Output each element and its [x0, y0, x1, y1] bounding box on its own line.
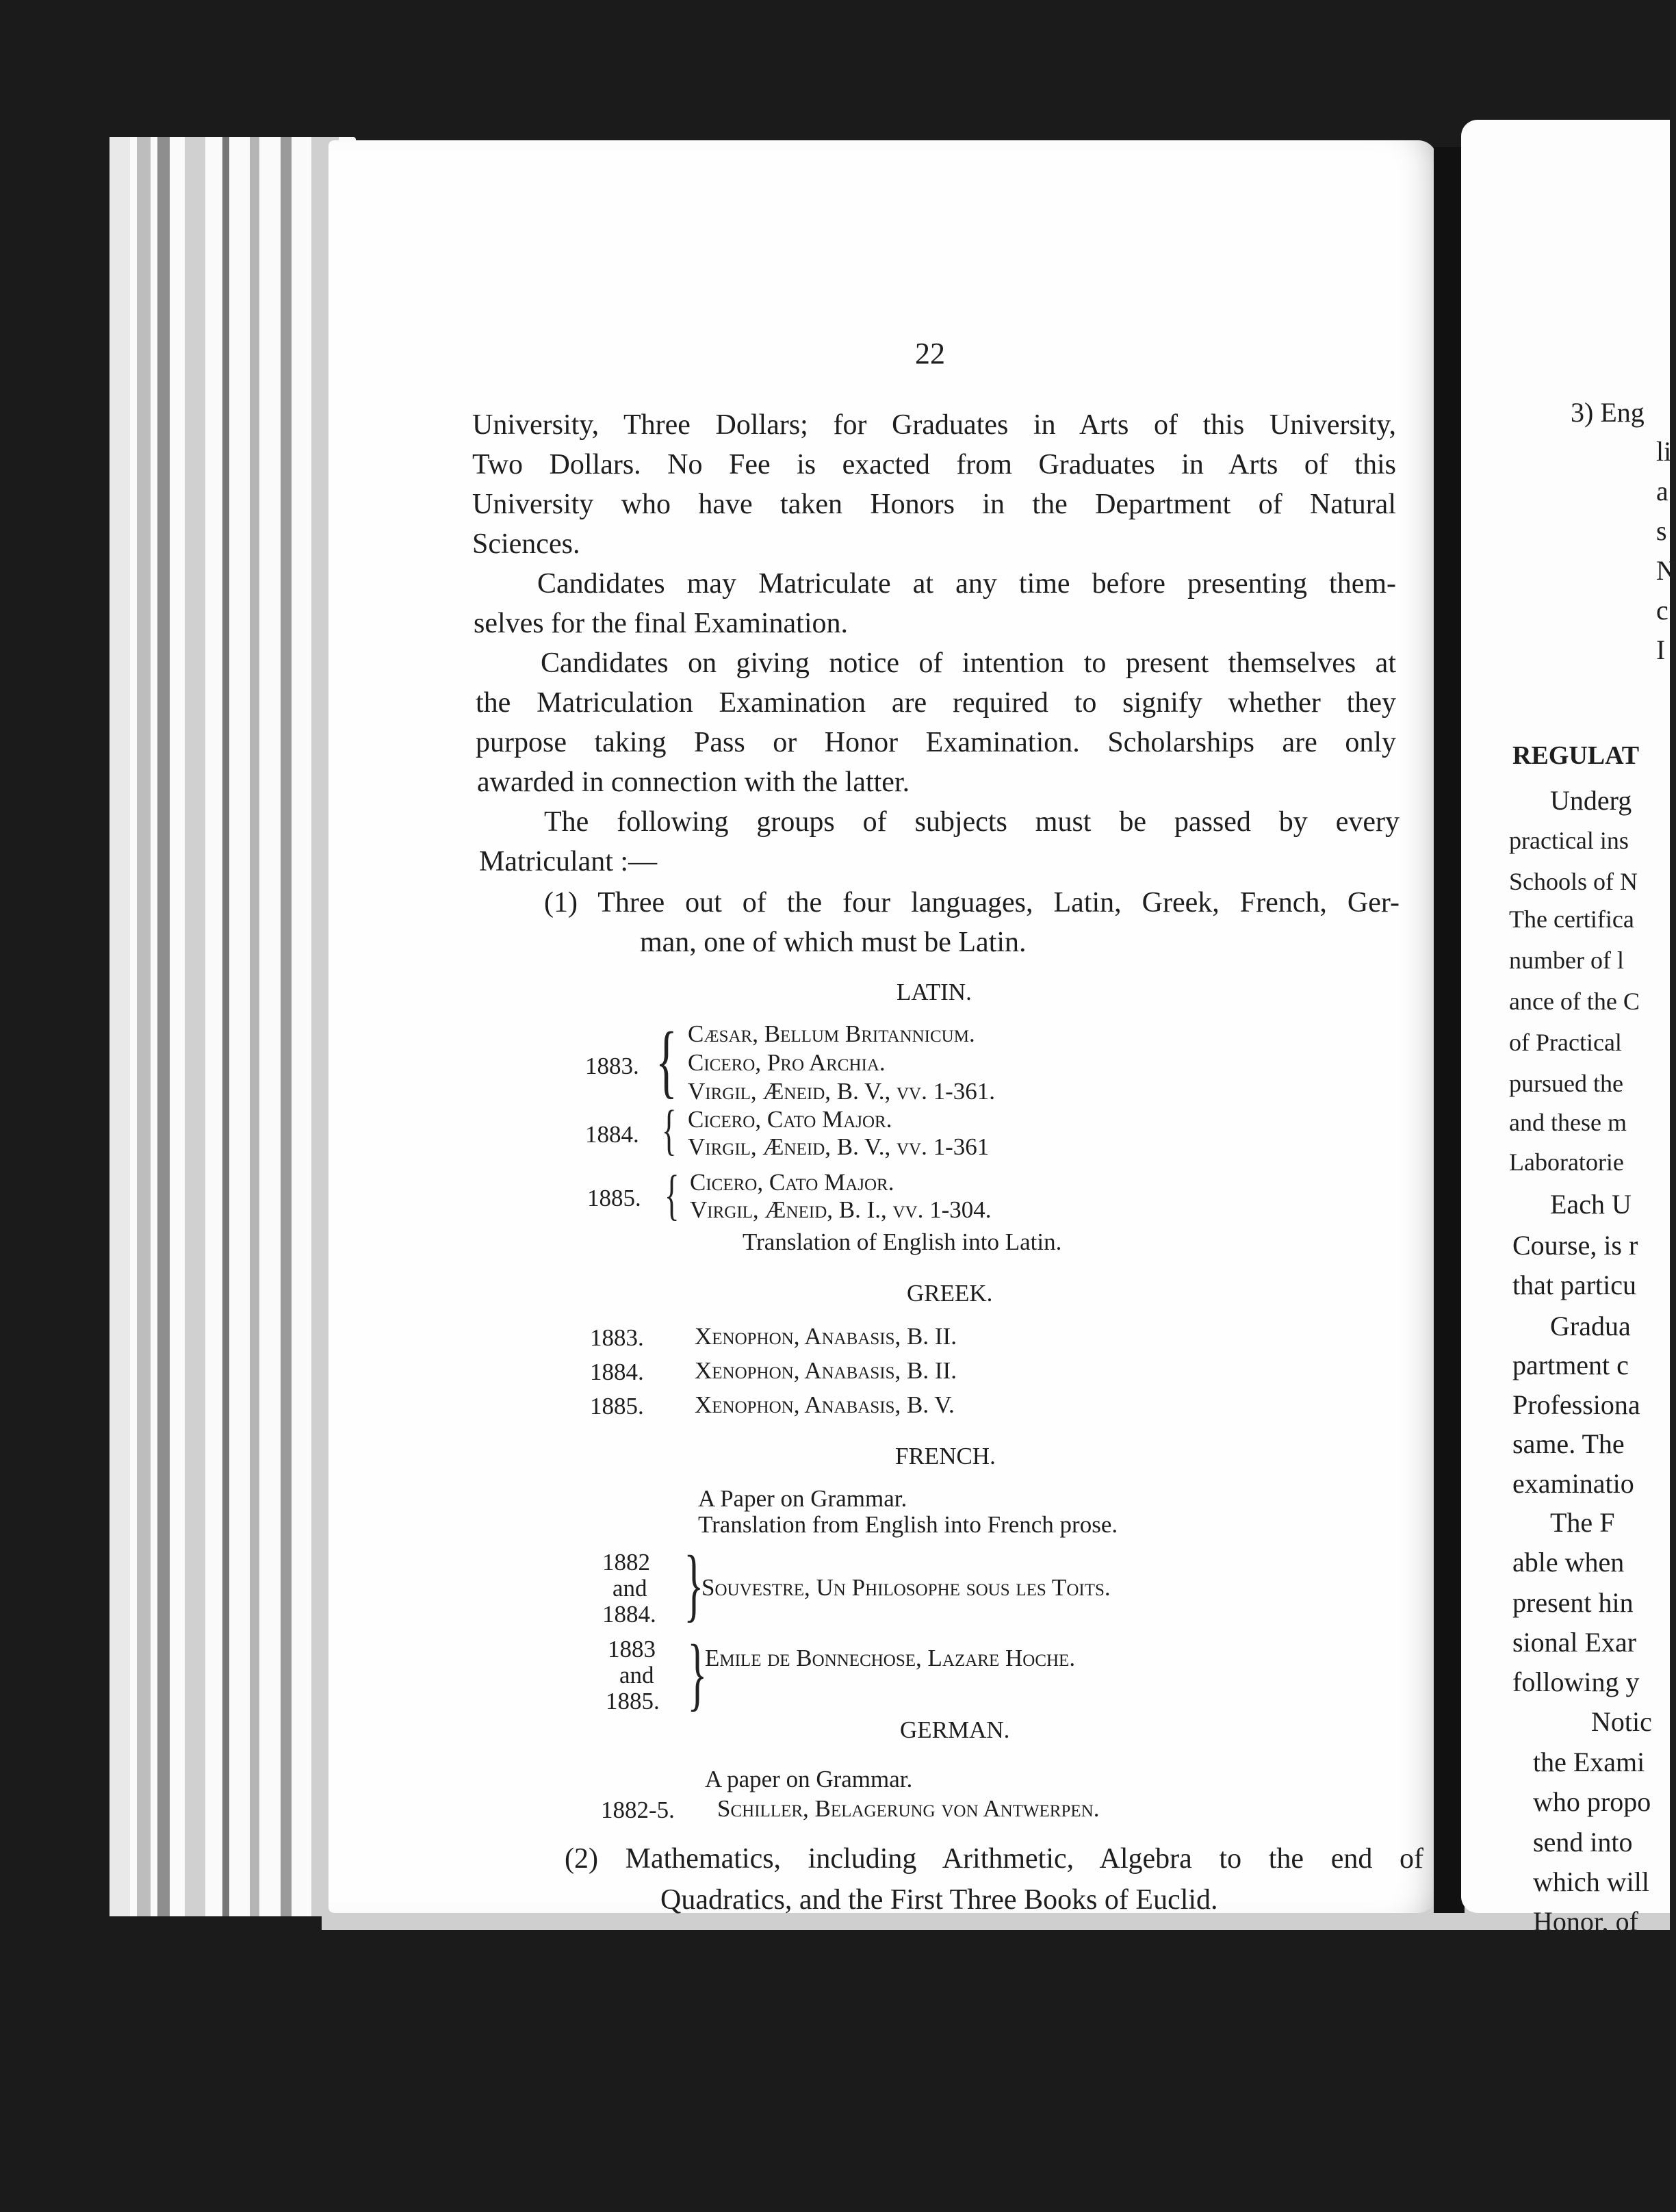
reading-line: Souvestre, Un Philosophe sous les Toits. [701, 1574, 1111, 1601]
text-line: following y [1512, 1667, 1640, 1697]
text-line: ance of the C [1509, 988, 1640, 1015]
brace-icon: { [664, 1163, 680, 1226]
page-edge [137, 137, 151, 1916]
reading-line: Translation from English into French prose. [698, 1511, 1118, 1538]
section-heading: FRENCH. [895, 1443, 996, 1469]
page-edge [109, 137, 130, 1916]
text-line: Professiona [1512, 1389, 1640, 1420]
text-line: I [1656, 634, 1666, 665]
section-heading: GERMAN. [900, 1716, 1010, 1743]
text-line: Two Dollars. No Fee is exacted from Graduates in Arts of this [472, 449, 1396, 480]
text-line: able when [1512, 1547, 1625, 1578]
text-line: (1) Three out of the four languages, Latin, Greek, French, Ger- [544, 887, 1400, 918]
year-label: 1884. [602, 1601, 656, 1628]
text-line: (2) Mathematics, including Arithmetic, Algebra to the end of [565, 1843, 1423, 1875]
text-line: The certifica [1509, 905, 1634, 933]
text-line: c [1656, 595, 1668, 626]
text-line: examinatio [1512, 1468, 1634, 1499]
text-line: pursued the [1509, 1070, 1623, 1097]
text-line: Underg [1550, 785, 1632, 816]
reading-line: Xenophon, Anabasis, B. V. [695, 1391, 955, 1418]
section-heading: GREEK. [907, 1280, 993, 1307]
book-page-edges [109, 137, 356, 1916]
year-label: 1882 [602, 1549, 650, 1576]
text-line: Matriculant :— [479, 846, 658, 877]
text-line: Course, is r [1512, 1230, 1638, 1261]
year-label: 1884. [585, 1121, 639, 1148]
text-line: which will [1533, 1866, 1649, 1897]
text-line: send into [1533, 1827, 1633, 1857]
text-line: who propo [1533, 1786, 1651, 1817]
text-line: University who have taken Honors in the Department of Natural [472, 489, 1396, 520]
reading-line: Xenophon, Anabasis, B. II. [695, 1357, 957, 1384]
text-line: practical ins [1509, 827, 1629, 854]
text-line: Quadratics, and the First Three Books of Euclid. [660, 1884, 1218, 1916]
reading-line: Cæsar, Bellum Britannicum. [688, 1020, 975, 1047]
text-line: The following groups of subjects must be passed by every [544, 806, 1400, 838]
text-line: Candidates on giving notice of intention to present themselves at [541, 647, 1396, 679]
text-line: The F [1550, 1507, 1615, 1538]
text-line: partment c [1512, 1350, 1629, 1380]
year-label: and [619, 1662, 654, 1688]
year-label: 1882-5. [601, 1797, 675, 1823]
section-heading: LATIN. [897, 979, 972, 1005]
year-label: 1885. [587, 1185, 641, 1211]
reading-line: A paper on Grammar. [705, 1766, 913, 1792]
text-line: University, Three Dollars; for Graduates in Arts of this University, [472, 409, 1396, 441]
text-line: Notic [1591, 1706, 1652, 1737]
brace-icon: } [687, 1628, 708, 1719]
brace-icon: { [661, 1098, 677, 1161]
reading-line: Xenophon, Anabasis, B. II. [695, 1323, 957, 1350]
year-label: 1885. [606, 1688, 660, 1714]
reading-line: Cicero, Cato Major. [688, 1106, 892, 1133]
text-line: and these m [1509, 1109, 1627, 1136]
text-line: a [1656, 476, 1668, 506]
text-line: Laboratorie [1509, 1148, 1624, 1176]
text-line: Sciences. [472, 528, 580, 560]
page-edge [222, 137, 229, 1916]
reading-line: Virgil, Æneid, B. I., vv. 1-304. [690, 1196, 992, 1223]
text-line: Schools of N [1509, 868, 1638, 895]
year-label: 1883. [590, 1324, 644, 1351]
text-line: li [1656, 436, 1672, 467]
text-line: the Matriculation Examination are required to signify whether they [476, 687, 1396, 719]
reading-line: Virgil, Æneid, B. V., vv. 1-361 [688, 1133, 990, 1160]
page-edge [281, 137, 292, 1916]
year-label: and [613, 1575, 647, 1602]
reading-line: Translation of English into Latin. [743, 1229, 1062, 1255]
reading-line: Schiller, Belagerung von Antwerpen. [717, 1795, 1100, 1822]
text-line: same. The [1512, 1428, 1625, 1459]
text-line: 3) Eng [1571, 397, 1645, 428]
text-line: man, one of which must be Latin. [640, 927, 1027, 958]
page-edge [157, 137, 170, 1916]
reading-line: Emile de Bonnechose, Lazare Hoche. [705, 1645, 1076, 1671]
text-line: present hin [1512, 1587, 1634, 1618]
brace-icon: { [655, 1015, 678, 1106]
reading-line: Cicero, Cato Major. [690, 1169, 894, 1196]
reading-line: A Paper on Grammar. [698, 1485, 907, 1512]
text-line: sional Exar [1512, 1627, 1637, 1658]
page-edge [185, 137, 205, 1916]
text-line: Each U [1550, 1189, 1632, 1220]
text-line: Gradua [1550, 1311, 1631, 1341]
section-heading: REGULAT [1512, 741, 1640, 770]
text-line: the Exami [1533, 1747, 1645, 1777]
text-line: number of l [1509, 947, 1624, 974]
year-label: 1884. [590, 1359, 644, 1385]
page-edge [250, 137, 259, 1916]
page-number: 22 [915, 337, 945, 370]
text-line: Honor, of [1533, 1906, 1638, 1937]
brace-icon: } [684, 1539, 704, 1630]
year-label: 1883 [608, 1636, 656, 1662]
text-line: that particu [1512, 1270, 1637, 1300]
reading-line: Cicero, Pro Archia. [688, 1049, 886, 1076]
text-line: selves for the final Examination. [474, 608, 849, 639]
year-label: 1885. [590, 1393, 644, 1419]
text-line: s [1656, 515, 1667, 546]
reading-line: Virgil, Æneid, B. V., vv. 1-361. [688, 1078, 995, 1105]
text-line: N [1656, 555, 1676, 586]
text-line: of Practical [1509, 1029, 1622, 1056]
text-line: Candidates may Matriculate at any time before presenting them- [537, 568, 1396, 600]
text-line: awarded in connection with the latter. [477, 767, 910, 798]
text-line: purpose taking Pass or Honor Examination. Scholarships are only [476, 727, 1396, 758]
book-gutter [1434, 147, 1465, 1913]
year-label: 1883. [585, 1053, 639, 1079]
